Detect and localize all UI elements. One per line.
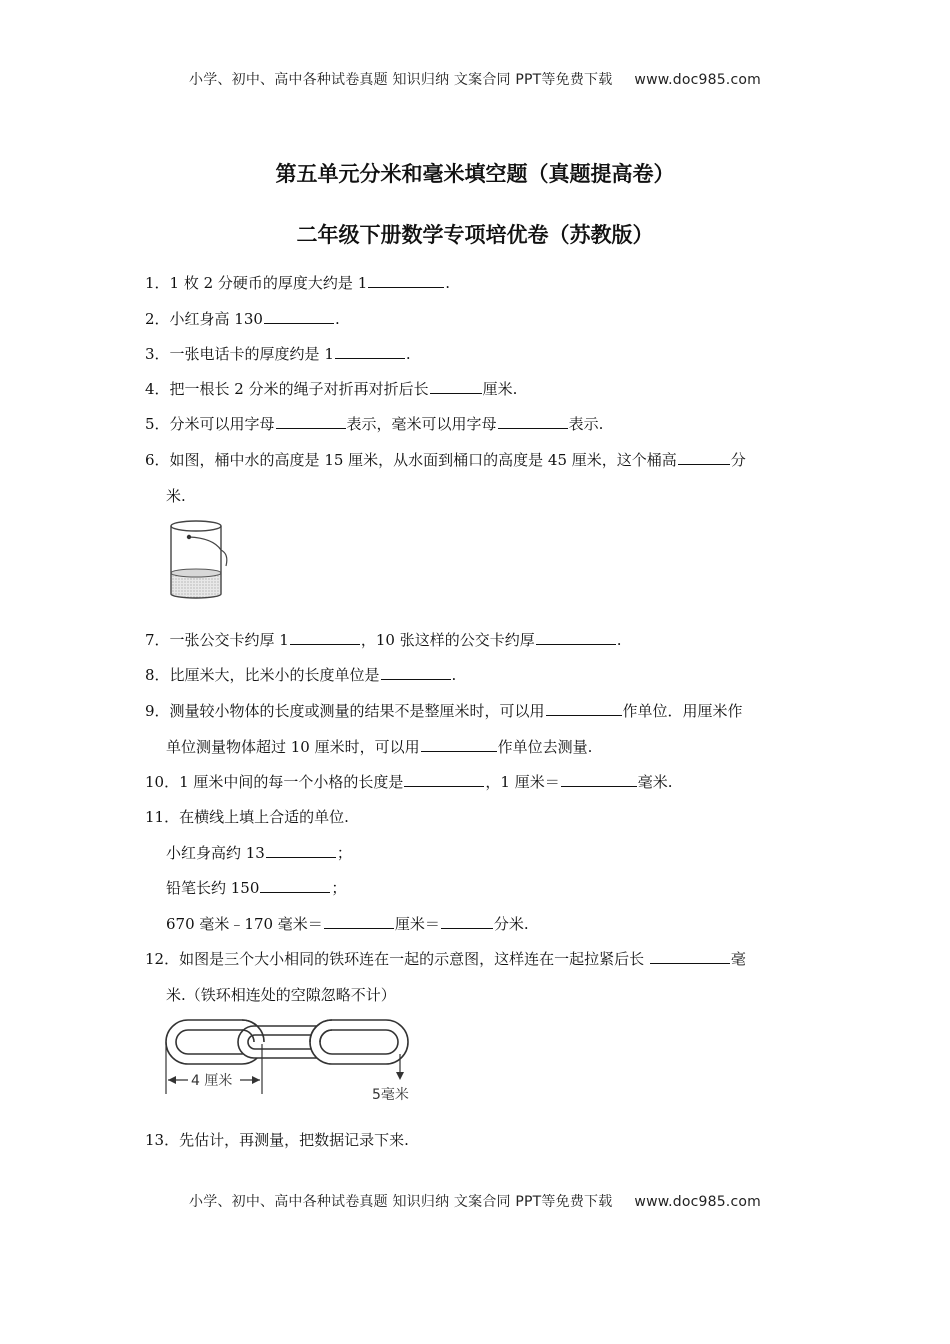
answer-blank[interactable] (368, 273, 444, 288)
answer-blank[interactable] (678, 450, 730, 465)
answer-blank[interactable] (650, 949, 730, 964)
question-8: 8．比厘米大，比米小的长度单位是 . (145, 666, 457, 684)
question-6-continued: 米. (166, 487, 186, 505)
question-7: 7．一张公交卡约厚 1 ，10 张这样的公交卡约厚 . (145, 631, 622, 649)
question-4: 4．把一根长 2 分米的绳子对折再对折后长 厘米. (145, 380, 518, 398)
answer-blank[interactable] (381, 665, 451, 680)
question-9-continued: 单位测量物体超过 10 厘米时，可以用 作单位去测量. (166, 738, 593, 756)
question-12-continued: 米.（铁环相连处的空隙忽略不计） (166, 986, 396, 1004)
answer-blank[interactable] (264, 309, 334, 324)
question-9: 9．测量较小物体的长度或测量的结果不是整厘米时，可以用 作单位．用厘米作 (145, 702, 743, 720)
question-6: 6．如图，桶中水的高度是 15 厘米，从水面到桶口的高度是 45 厘米，这个桶高 分 (145, 451, 746, 469)
question-11-line-1: 小红身高约 13 ； (166, 844, 352, 862)
page-subtitle: 二年级下册数学专项培优卷（苏教版） (296, 223, 654, 247)
answer-blank[interactable] (498, 414, 568, 429)
question-5: 5．分米可以用字母 表示，毫米可以用字母 表示. (145, 415, 604, 433)
footer-site[interactable]: www.doc985.com (634, 1194, 761, 1210)
answer-blank[interactable] (335, 344, 405, 359)
answer-blank[interactable] (546, 701, 622, 716)
answer-blank[interactable] (404, 772, 484, 787)
page-header (0, 69, 950, 89)
answer-blank[interactable] (561, 772, 637, 787)
footer-text: 小学、初中、高中各种试卷真题 知识归纳 文案合同 PPT等免费下载 (189, 1194, 613, 1210)
answer-blank[interactable] (290, 630, 360, 645)
question-12: 12．如图是三个大小相同的铁环连在一起的示意图，这样连在一起拉紧后长 毫 (145, 950, 746, 968)
header-text: 小学、初中、高中各种试卷真题 知识归纳 文案合同 PPT等免费下载 (189, 72, 613, 88)
page-title: 第五单元分米和毫米填空题（真题提高卷） (275, 162, 675, 186)
question-11: 11．在横线上填上合适的单位. (145, 808, 349, 826)
chain-length-label: 4 厘米 (191, 1073, 233, 1089)
question-3: 3．一张电话卡的厚度约是 1 . (145, 345, 411, 363)
question-11-line-2: 铅笔长约 150 ； (166, 879, 347, 897)
answer-blank[interactable] (441, 914, 493, 929)
header-site[interactable]: www.doc985.com (634, 72, 761, 88)
answer-blank[interactable] (536, 630, 616, 645)
answer-blank[interactable] (266, 843, 336, 858)
answer-blank[interactable] (260, 878, 330, 893)
question-10: 10．1 厘米中间的每一个小格的长度是 ，1 厘米＝ 毫米. (145, 773, 673, 791)
answer-blank[interactable] (276, 414, 346, 429)
bucket-figure (163, 518, 235, 600)
question-13: 13．先估计，再测量，把数据记录下来. (145, 1131, 409, 1149)
page-footer (0, 1191, 950, 1211)
answer-blank[interactable] (421, 737, 497, 752)
question-2: 2．小红身高 130 . (145, 310, 340, 328)
question-11-line-3: 670 毫米﹣170 毫米＝ 厘米＝ 分米. (166, 915, 529, 933)
answer-blank[interactable] (430, 379, 482, 394)
question-1: 1．1 枚 2 分硬币的厚度大约是 1 . (145, 274, 451, 292)
answer-blank[interactable] (324, 914, 394, 929)
chain-thickness-label: 5毫米 (372, 1087, 409, 1103)
chain-figure (160, 1014, 430, 1108)
